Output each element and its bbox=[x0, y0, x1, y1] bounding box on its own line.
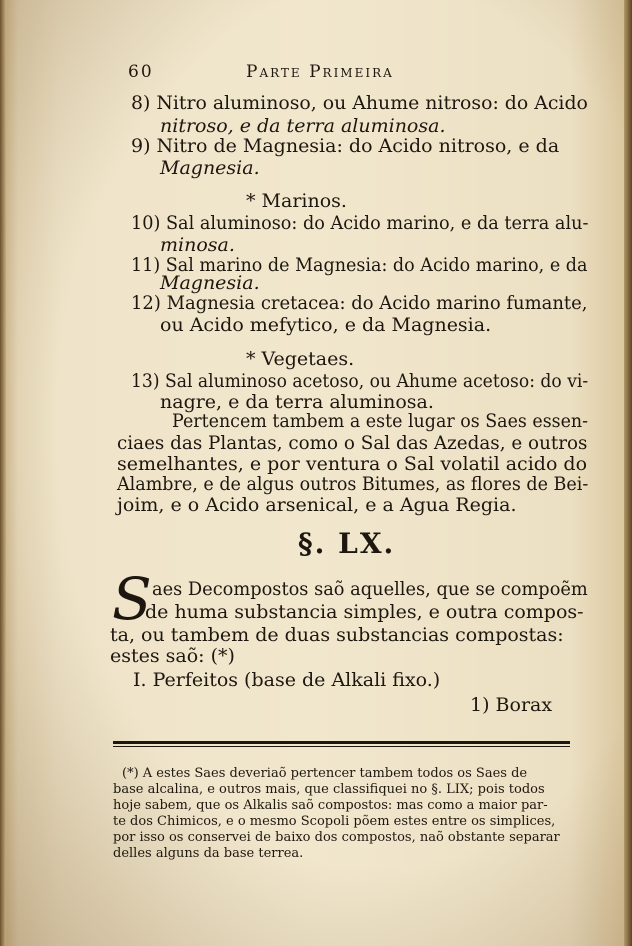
footnote-line1: (*) A estes Saes deveriaõ pertencer tambem todos os Saes de bbox=[122, 766, 528, 781]
para1-line3: semelhantes, e por ventura o Sal volatil acido do bbox=[117, 453, 588, 475]
item-11-line1: 11) Sal marino de Magnesia: do Acido marino, e da bbox=[131, 254, 588, 276]
footnote-line4: te dos Chimicos, e o mesmo Scopoli põem estes entre os simplices, bbox=[113, 814, 556, 829]
para1-line1: Pertencem tambem a este lugar os Saes essen- bbox=[172, 410, 589, 432]
running-title: Parte Primeira bbox=[246, 62, 394, 82]
item-9-line2: Magnesia. bbox=[160, 157, 260, 179]
footnote-line2: base alcalina, e outros mais, que classifiquei no §. LIX; pois todos bbox=[113, 782, 545, 797]
item-8-line1: 8) Nitro aluminoso, ou Ahume nitroso: do Acido bbox=[131, 92, 588, 114]
drop-cap: S bbox=[112, 565, 152, 633]
para2-line1: aes Decompostos saõ aquelles, que se compoẽm bbox=[152, 578, 588, 600]
footnote-rule-thin bbox=[113, 746, 570, 747]
page-left-edge bbox=[0, 0, 6, 946]
item-13-line1: 13) Sal aluminoso acetoso, ou Ahume acetoso: do vi- bbox=[131, 370, 589, 392]
para1-line4: Alambre, e de algus outros Bitumes, as flores de Bei- bbox=[117, 473, 589, 495]
item-12-line1: 12) Magnesia cretacea: do Acido marino fumante, bbox=[131, 292, 588, 314]
page-right-edge bbox=[624, 0, 632, 946]
para2-line3: ta, ou tambem de duas substancias compostas: bbox=[110, 624, 564, 646]
footnote-line5: por isso os conservei de baixo dos compostos, naõ obstante separar bbox=[113, 830, 560, 845]
para2-line2: de huma substancia simples, e outra compos- bbox=[145, 601, 584, 623]
section-title: §. LX. bbox=[298, 527, 396, 560]
item-12-line2: ou Acido mefytico, e da Magnesia. bbox=[160, 314, 492, 336]
first-entry: 1) Borax bbox=[470, 694, 553, 716]
item-13-line2: nagre, e da terra aluminosa. bbox=[160, 391, 434, 413]
item-10-line2: minosa. bbox=[160, 234, 235, 256]
para1-line5: joim, e o Acido arsenical, e a Agua Regia. bbox=[117, 494, 517, 516]
para2-line4: estes saõ: (*) bbox=[110, 645, 235, 667]
para1-line2: ciaes das Plantas, como o Sal das Azedas, e outros bbox=[117, 432, 588, 454]
item-10-line1: 10) Sal aluminoso: do Acido marino, e da terra alu- bbox=[131, 212, 589, 234]
footnote-rule bbox=[113, 741, 570, 744]
subheading-vegetaes: * Vegetaes. bbox=[246, 348, 355, 370]
page-number: 60 bbox=[128, 62, 154, 82]
subheading-marinos: * Marinos. bbox=[246, 190, 347, 212]
item-8-line2: nitroso, e da terra aluminosa. bbox=[160, 115, 446, 137]
item-9-line1: 9) Nitro de Magnesia: do Acido nitroso, e da bbox=[131, 135, 560, 157]
footnote-line6: delles alguns da base terrea. bbox=[113, 846, 304, 861]
class-heading: I. Perfeitos (base de Alkali fixo.) bbox=[133, 669, 441, 691]
footnote-line3: hoje sabem, que os Alkalis saõ compostos: mas como a maior par- bbox=[113, 798, 548, 813]
item-11-line2: Magnesia. bbox=[160, 272, 260, 294]
